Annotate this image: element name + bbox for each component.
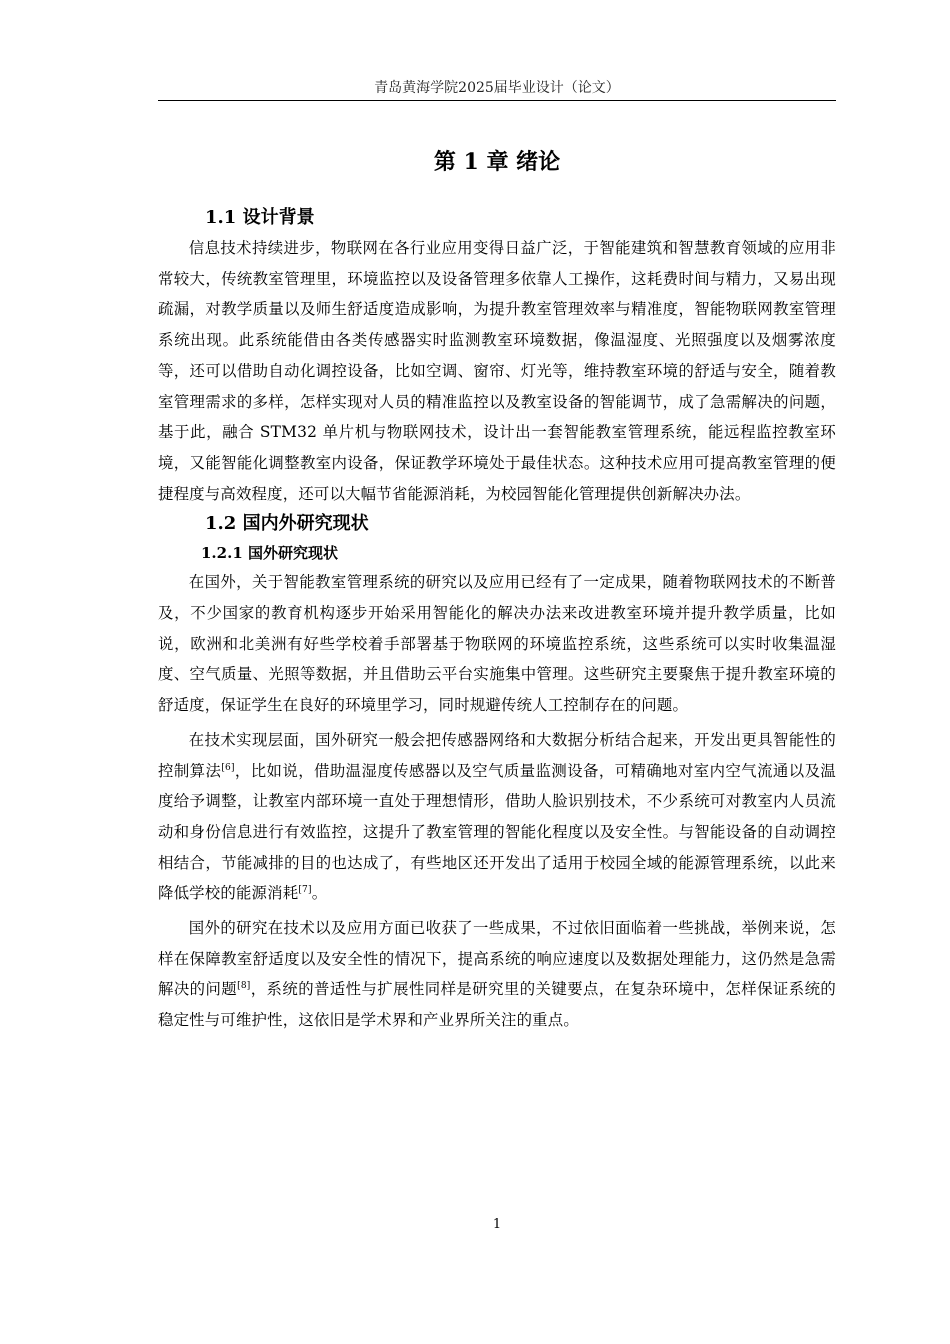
page-number: 1 [492, 1217, 502, 1232]
citation-ref: [8] [237, 981, 251, 992]
citation-ref: [6] [221, 762, 235, 773]
paragraph-text: 。 [311, 884, 328, 903]
paragraph-text: 在技术实现层面，国外研究一般会把传感器网络和大数据分析结合起来，开发出更具智能性的控制算法 [158, 730, 836, 780]
paragraph-design-background: 信息技术持续进步，物联网在各行业应用变得日益广泛，于智能建筑和智慧教育领域的应用非常较大，传统教室管理里，环境监控以及设备管理多依靠人工操作，这耗费时间与精力，又易出现疏漏，对教学质量以及师生舒适度造成影响，为提升教室管理效率与精准度，智能物联网教室管理系统出现。此系统能借由各类传感器实时监测教室环境数据，像温湿度、光照强度以及烟雾浓度等，还可以借助自动化调控设备，比如空调、窗帘、灯光等，维持教室环境的舒适与安全，随着教室管理需求的多样，怎样实现对人员的精准监控以及教室设备的智能调节，成了急需解决的问题，基于此，融合 STM32 单片机与物联网技术，设计出一套智能教室管理系统，能远程监控教室环境，又能智能化调整教室内设备，保证教学环境处于最佳状态。这种技术应用可提高教室管理的便捷程度与高效程度，还可以大幅节省能源消耗，为校园智能化管理提供创新解决办法。 [158, 239, 836, 503]
section-heading-1-1: 1.1 设计背景 [205, 207, 315, 228]
header-rule [158, 100, 836, 101]
paragraph-text: 国外的研究在技术以及应用方面已收获了一些成果，不过依旧面临着一些挑战，举例来说，怎样在保障教室舒适度以及安全性的情况下，提高系统的响应速度以及数据处理能力，这仍然是急需解决的问题 [158, 919, 836, 999]
paragraph-text: ，比如说，借助温湿度传感器以及空气质量监测设备，可精确地对室内空气流通以及温度给予调整，让教室内部环境一直处于理想情形，借助人脸识别技术，不少系统可对教室内人员流动和身份信息进行有效监控，这提升了教室管理的智能化程度以及安全性。与智能设备的自动调控相结合，节能减排的目的也达成了，有些地区还开发出了适用于校园全域的能源管理系统，以此来降低学校的能源消耗 [158, 761, 836, 903]
paragraph-foreign-status-2 [158, 725, 836, 909]
paragraph-foreign-status-3 [158, 913, 836, 1036]
citation-ref: [7] [298, 885, 312, 896]
document-body [158, 203, 836, 1036]
chapter-title: 第 1 章 绪论 [433, 149, 561, 175]
page-header: 青岛黄海学院2025届毕业设计（论文） [374, 80, 620, 96]
paragraph-foreign-status-1: 在国外，关于智能教室管理系统的研究以及应用已经有了一定成果，随着物联网技术的不断普及，不少国家的教育机构逐步开始采用智能化的解决办法来改进教室环境并提升教学质量，比如说，欧洲和北美洲有好些学校着手部署基于物联网的环境监控系统，这些系统可以实时收集温湿度、空气质量、光照等数据，并且借助云平台实施集中管理。这些研究主要聚焦于提升教室环境的舒适度，保证学生在良好的环境里学习，同时规避传统人工控制存在的问题。 [158, 573, 836, 715]
paragraph-text: ，系统的普适性与扩展性同样是研究里的关键要点，在复杂环境中，怎样保证系统的稳定性与可维护性，这依旧是学术界和产业界所关注的重点。 [158, 980, 836, 1030]
subsection-heading-1-2-1: 1.2.1 国外研究现状 [201, 544, 338, 563]
section-heading-1-2: 1.2 国内外研究现状 [205, 513, 369, 535]
